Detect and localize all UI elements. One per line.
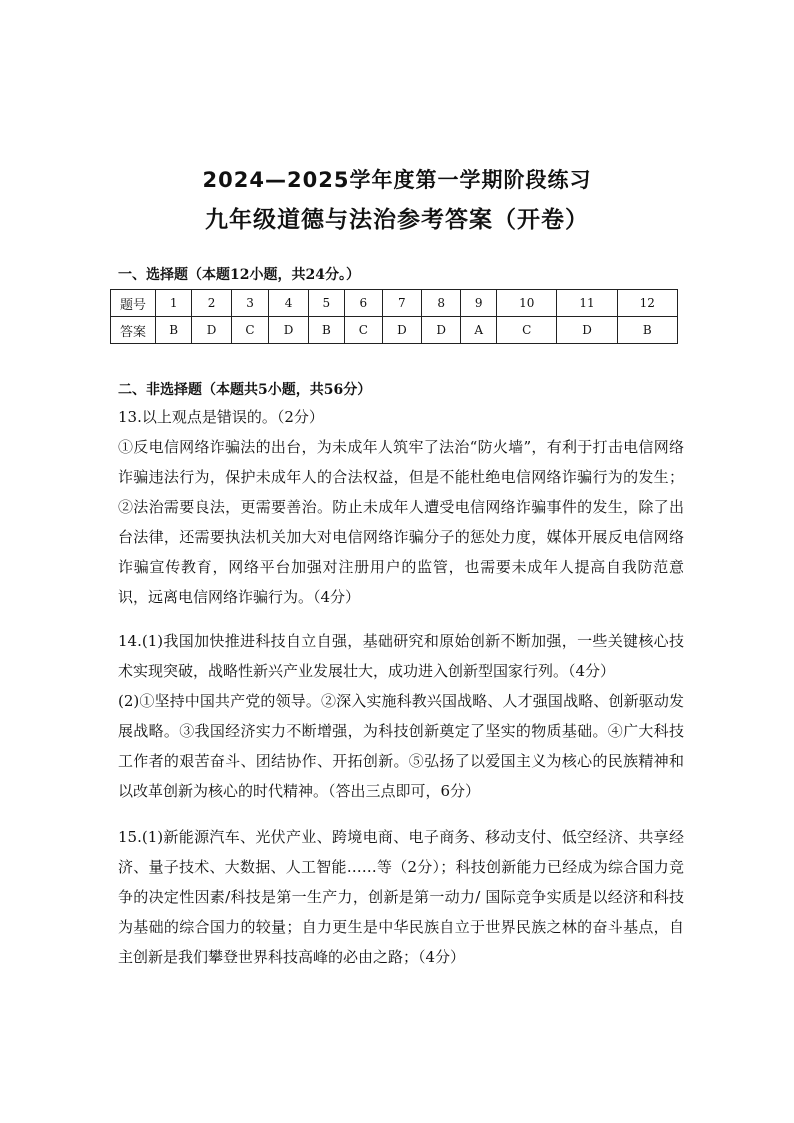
table-cell: A xyxy=(461,317,497,344)
question-13-verdict: 13.以上观点是错误的。（2分） xyxy=(118,408,324,426)
table-cell: 6 xyxy=(345,290,383,317)
table-cell: D xyxy=(382,317,421,344)
table-cell: C xyxy=(345,317,383,344)
section-heading-multiple-choice: 一、选择题（本题12小题，共24分。） xyxy=(118,267,360,283)
table-cell: D xyxy=(557,317,617,344)
question-15-answer xyxy=(118,822,684,972)
table-cell: 8 xyxy=(422,290,461,317)
table-cell: 4 xyxy=(269,290,308,317)
table-cell: 12 xyxy=(617,290,677,317)
document-subtitle: 九年级道德与法治参考答案（开卷） xyxy=(205,207,589,233)
document-title: 2024—2025学年度第一学期阶段练习 xyxy=(202,168,592,192)
table-cell: D xyxy=(269,317,308,344)
table-cell: B xyxy=(156,317,192,344)
table-cell: 2 xyxy=(192,290,231,317)
table-cell: 7 xyxy=(382,290,421,317)
question-14-part-2: (2)①坚持中国共产党的领导。②深入实施科教兴国战略、人才强国战略、创新驱动发展战略。③我国经济实力不断增强，为科技创新奠定了坚实的物质基础。④广大科技工作者的艰苦奋斗、团结协作、开拓创新。⑤弘扬了以爱国主义为核心的民族精神和以改革创新为核心的时代精神。（答出三点即可，6分） xyxy=(118,692,684,800)
row-label-number: 题号 xyxy=(111,290,156,317)
table-cell: 10 xyxy=(497,290,557,317)
table-cell: D xyxy=(422,317,461,344)
table-cell: D xyxy=(192,317,231,344)
question-14-part-1: 14.(1)我国加快推进科技自立自强，基础研究和原始创新不断加强，一些关键核心技术实现突破，战略性新兴产业发展壮大，成功进入创新型国家行列。（4分） xyxy=(118,632,684,680)
answer-table xyxy=(110,289,678,344)
table-row-numbers xyxy=(111,290,678,317)
table-cell: 3 xyxy=(231,290,269,317)
table-cell: C xyxy=(231,317,269,344)
table-cell: 9 xyxy=(461,290,497,317)
question-13-answer xyxy=(118,402,684,612)
table-cell: 11 xyxy=(557,290,617,317)
question-13-explanation: ①反电信网络诈骗法的出台，为未成年人筑牢了法治“防火墙”，有利于打击电信网络诈骗违法行为，保护未成年人的合法权益，但是不能杜绝电信网络诈骗行为的发生；②法治需要良法，更需要善治。防止未成年人遭受电信网络诈骗事件的发生，除了出台法律，还需要执法机关加大对电信网络诈骗分子的惩处力度，媒体开展反电信网络诈骗宣传教育，网络平台加强对注册用户的监管，也需要未成年人提高自我防范意识，远离电信网络诈骗行为。（4分） xyxy=(118,438,684,606)
table-cell: 1 xyxy=(156,290,192,317)
question-14-answer xyxy=(118,626,684,806)
row-label-answer: 答案 xyxy=(111,317,156,344)
section-heading-non-choice: 二、非选择题（本题共5小题，共56分） xyxy=(118,382,372,398)
table-cell: B xyxy=(617,317,677,344)
table-cell: B xyxy=(308,317,344,344)
question-15-part-1: 15.(1)新能源汽车、光伏产业、跨境电商、电子商务、移动支付、低空经济、共享经济、量子技术、大数据、人工智能……等（2分）；科技创新能力已经成为综合国力竞争的决定性因素/科技是第一生产力，创新是第一动力/ 国际竞争实质是以经济和科技为基础的综合国力的较量；自力更生是中华民族自立于世界民族之林的奋斗基点，自主创新是我们攀登世界科技高峰的必由之路；（4分） xyxy=(118,828,684,966)
table-cell: C xyxy=(497,317,557,344)
table-row-answers xyxy=(111,317,678,344)
table-cell: 5 xyxy=(308,290,344,317)
